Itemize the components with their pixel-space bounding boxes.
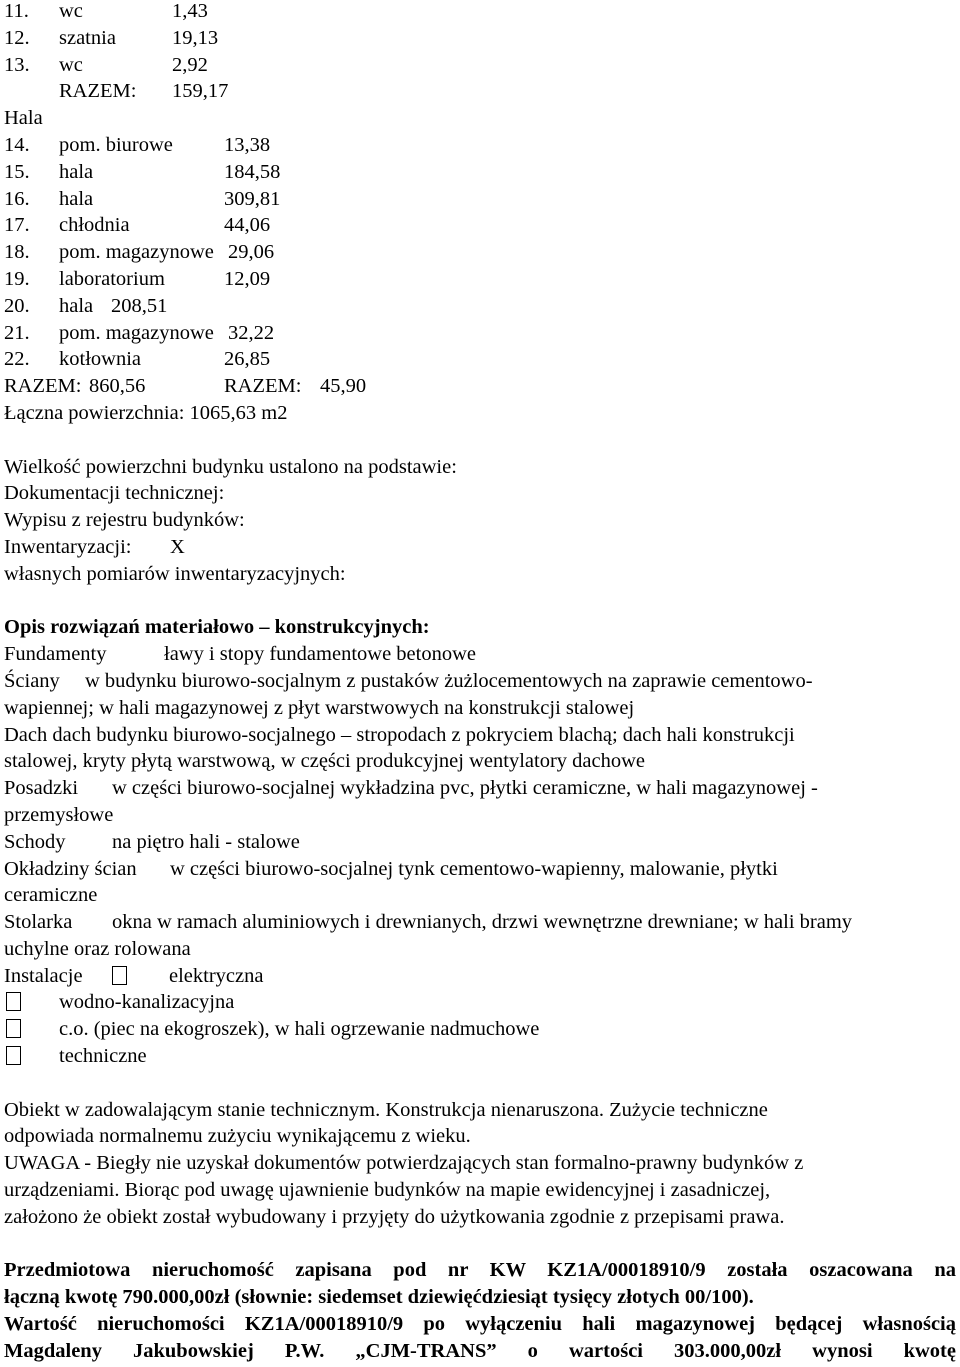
room-number: 20.: [4, 294, 30, 317]
room-name: hala: [59, 294, 94, 317]
room-name: wc: [59, 0, 83, 22]
room-row: [4, 132, 956, 159]
room-row: [4, 159, 956, 186]
cladding-line: Okładziny ścian w części biurowo-socjalnej tynk cementowo-wapienny, malowanie, płytki: [4, 857, 778, 880]
roof-line: Dach dach budynku biurowo-socjalnego – stropodach z pokryciem blachą; dach hali konstrukcji: [4, 723, 795, 746]
floors-line: przemysłowe: [4, 803, 114, 826]
joinery-line: Stolarka okna w ramach aluminiowych i drewnianych, drzwi wewnętrzne drewniane; w hali bramy: [4, 911, 853, 934]
room-number: 12.: [4, 26, 30, 49]
room-number: 19.: [4, 267, 30, 290]
subtotal-value: 159,17: [172, 80, 229, 103]
foundations-line: Fundamenty ławy i stopy fundamentowe betonowe: [4, 643, 476, 666]
room-number: 11.: [4, 0, 29, 22]
condition-line: odpowiada normalnemu zużyciu wynikającemu z wieku.: [4, 1125, 471, 1148]
floors-line: Posadzki w części biurowo-socjalnej wykładzina pvc, płytki ceramiczne, w hali magazynowej -: [4, 777, 818, 800]
room-number: 18.: [4, 241, 30, 264]
totals-row: RAZEM: 860,56 RAZEM: 45,90: [4, 373, 956, 400]
note-line: założono że obiekt został wybudowany i przyjęty do użytkowania zgodnie z przepisami prawa.: [4, 1205, 785, 1228]
bullet-box-icon: [112, 966, 127, 985]
room-row: [4, 266, 956, 293]
note-line: UWAGA - Biegły nie uzyskał dokumentów potwierdzających stan formalno-prawny budynków z: [4, 1152, 804, 1175]
basis-doc: Dokumentacji technicznej:: [4, 482, 225, 505]
room-area: 1,43: [172, 0, 208, 22]
installations-line: c.o. (piec na ekogroszek), w hali ogrzewanie nadmuchowe: [4, 1016, 956, 1043]
room-area: 26,85: [224, 348, 271, 371]
room-name: chłodnia: [59, 214, 130, 237]
installations-line: wodno-kanalizacyjna: [4, 989, 956, 1016]
bullet-box-icon: [6, 1046, 21, 1065]
valuation-line: łączną kwotę 790.000,00zł (słownie: siedemset dziewięćdziesiąt tysięcy złotych 00/100).: [4, 1286, 754, 1309]
room-number: 15.: [4, 160, 30, 183]
bullet-box-icon: [6, 992, 21, 1011]
room-area: 19,13: [172, 26, 219, 49]
room-name: hala: [59, 187, 94, 210]
bullet-box-icon: [6, 1019, 21, 1038]
walls-line: wapiennej; w hali magazynowej z płyt warstwowych na konstrukcji stalowej: [4, 696, 635, 719]
section-heading: Hala: [4, 107, 43, 130]
room-name: wc: [59, 53, 83, 76]
subtotal-row: [4, 78, 956, 105]
room-name: hala: [59, 160, 94, 183]
total-value: 45,90: [320, 375, 367, 398]
valuation-line: Magdaleny Jakubowskiej P.W. „CJM-TRANS” o wartości 303.000,00zł wynosi kwotę: [4, 1339, 956, 1362]
joinery-line: uchylne oraz rolowana: [4, 937, 191, 960]
room-area: 184,58: [224, 160, 281, 183]
room-area: 13,38: [224, 133, 271, 156]
total-area: Łączna powierzchnia: 1065,63 m2: [4, 401, 288, 424]
subtotal-label: RAZEM:: [59, 80, 137, 103]
walls-line: Ściany w budynku biurowo-socjalnym z pustaków żużlocementowych na zaprawie cementowo-: [4, 669, 813, 692]
room-name: pom. magazynowe: [59, 241, 214, 264]
room-row: [4, 212, 956, 239]
room-row: [4, 346, 956, 373]
basis-register: Wypisu z rejestru budynków:: [4, 509, 245, 532]
valuation-line: Przedmiotowa nieruchomość zapisana pod nr KW KZ1A/00018910/9 została oszacowana na: [4, 1259, 956, 1282]
room-number: 21.: [4, 321, 30, 344]
room-area: 29,06: [228, 241, 275, 264]
basis-own: własnych pomiarów inwentaryzacyjnych:: [4, 562, 346, 585]
room-row: [4, 186, 956, 213]
room-number: 16.: [4, 187, 30, 210]
roof-line: stalowej, kryty płytą warstwową, w części produkcyjnej wentylatory dachowe: [4, 750, 645, 773]
room-name: laboratorium: [59, 267, 165, 290]
room-row: [4, 0, 956, 25]
inventory-mark: X: [170, 535, 185, 558]
materials-heading: Opis rozwiązań materiałowo – konstrukcyjnych:: [4, 616, 430, 639]
note-line: urządzeniami. Biorąc pod uwagę ujawnienie budynków na mapie ewidencyjnej i zasadniczej,: [4, 1179, 771, 1202]
condition-line: Obiekt w zadowalającym stanie technicznym. Konstrukcja nienaruszona. Zużycie techniczne: [4, 1098, 768, 1121]
room-name: pom. magazynowe: [59, 321, 214, 344]
room-name: pom. biurowe: [59, 133, 173, 156]
room-number: 14.: [4, 133, 30, 156]
valuation-line: Wartość nieruchomości KZ1A/00018910/9 po wyłączeniu hali magazynowej będącej własnością: [4, 1313, 956, 1336]
room-name: kotłownia: [59, 348, 141, 371]
room-number: 17.: [4, 214, 30, 237]
room-number: 22.: [4, 348, 30, 371]
room-area: 32,22: [228, 321, 275, 344]
installations-line: techniczne: [4, 1043, 956, 1070]
room-area: 2,92: [172, 53, 208, 76]
room-area: 12,09: [224, 267, 271, 290]
total-value: 860,56: [89, 375, 146, 398]
room-area: 208,51: [111, 294, 168, 317]
room-number: 13.: [4, 53, 30, 76]
room-row: [4, 293, 956, 320]
room-area: 44,06: [224, 214, 271, 237]
document-page: [4, 0, 956, 1365]
installations-line: Instalacje elektryczna: [4, 964, 264, 987]
cladding-line: ceramiczne: [4, 884, 98, 907]
room-row: [4, 25, 956, 52]
room-area: 309,81: [224, 187, 281, 210]
stairs-line: Schody na piętro hali - stalowe: [4, 830, 300, 853]
basis-inventory: Inwentaryzacji: X: [4, 534, 956, 561]
basis-intro: Wielkość powierzchni budynku ustalono na podstawie:: [4, 455, 457, 478]
room-row: [4, 239, 956, 266]
room-row: [4, 320, 956, 347]
room-row: [4, 52, 956, 79]
room-name: szatnia: [59, 26, 116, 49]
